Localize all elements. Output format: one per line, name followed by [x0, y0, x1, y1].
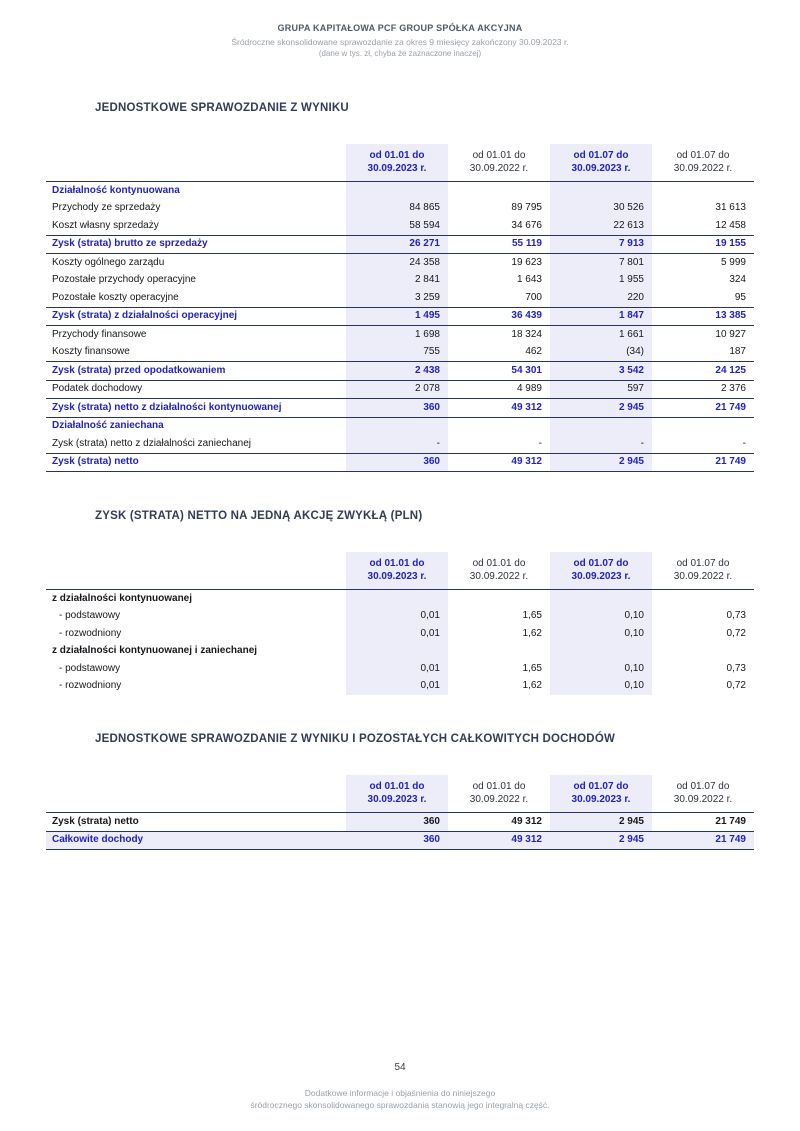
period-end-date-label: 30.09.2023 r. [571, 163, 631, 174]
footer-note-line2: śródrocznego skonsolidowanego sprawozdania stanowią jego integralną część. [250, 1100, 550, 1110]
period-column-header [448, 775, 550, 813]
row-label: Przychody finansowe [52, 328, 147, 340]
cell-value: 1,62 [522, 680, 542, 691]
income-statement-table-container [46, 144, 800, 472]
period-range-label: od 01.01 do [369, 558, 425, 569]
cell-value: 21 749 [652, 399, 754, 418]
row-label: Zysk (strata) przed opodatkowaniem [46, 362, 346, 381]
section-title-earnings-per-share: ZYSK (STRATA) NETTO NA JEDNĄ AKCJĘ ZWYKŁĄ (PLN) [95, 510, 423, 522]
period-column-header [346, 552, 448, 590]
cell-value [346, 182, 448, 200]
cell-value: 7 913 [550, 235, 652, 254]
cell-value: 21 749 [652, 813, 754, 832]
table-row [46, 254, 754, 272]
cell-value: 360 [346, 399, 448, 418]
cell-value [550, 643, 652, 661]
cell-value: 0,10 [550, 660, 652, 678]
table-row [46, 235, 754, 254]
cell-value [550, 182, 652, 200]
cell-value: 54 301 [448, 362, 550, 381]
cell-value: - [550, 435, 652, 453]
cell-value [550, 417, 652, 435]
cell-value: 19 623 [511, 256, 542, 268]
cell-value: 49 312 [448, 453, 550, 472]
cell-value: 462 [525, 346, 542, 357]
cell-value [652, 417, 754, 435]
cell-value: 360 [346, 453, 448, 472]
row-label: Zysk (strata) brutto ze sprzedaży [46, 235, 346, 254]
cell-value: 324 [729, 274, 746, 285]
cell-value: 597 [550, 380, 652, 399]
cell-value: 187 [729, 346, 746, 357]
cell-value: 7 801 [550, 254, 652, 272]
row-label: Koszty ogólnego zarządu [52, 256, 165, 268]
cell-value: 58 594 [346, 217, 448, 235]
row-label: Podatek dochodowy [52, 383, 143, 394]
table-row [46, 625, 754, 643]
table-row [46, 289, 754, 307]
period-end-date-label: 30.09.2022 r. [469, 571, 529, 582]
cell-value: 84 865 [346, 200, 448, 218]
table-row [46, 643, 754, 661]
row-label: Działalność kontynuowana [52, 184, 180, 196]
cell-value: 1 698 [346, 326, 448, 344]
page-footer [0, 1062, 800, 1111]
table-row [46, 813, 754, 832]
cell-value: 10 927 [715, 328, 746, 340]
period-end-date-label: 30.09.2022 r. [673, 571, 733, 582]
comprehensive-income-table-container [46, 775, 800, 850]
table-row [46, 307, 754, 326]
cell-value: 0,01 [346, 625, 448, 643]
cell-value: 49 312 [448, 813, 550, 832]
row-label: Koszty finansowe [52, 346, 130, 357]
cell-value: 0,01 [346, 660, 448, 678]
cell-value: 21 749 [652, 831, 754, 850]
table-row [46, 590, 754, 608]
table-row [46, 660, 754, 678]
cell-value [448, 643, 550, 661]
period-range-label: od 01.01 do [472, 781, 526, 792]
period-column-header [448, 552, 550, 590]
cell-value: (34) [550, 344, 652, 362]
row-label: Zysk (strata) netto [46, 453, 346, 472]
cell-value [346, 417, 448, 435]
period-end-date-label: 30.09.2022 r. [469, 794, 529, 805]
cell-value [346, 643, 448, 661]
table-row [46, 272, 754, 290]
period-range-label: od 01.01 do [369, 150, 425, 161]
row-label: Pozostałe przychody operacyjne [52, 274, 196, 285]
period-column-header [550, 552, 652, 590]
cell-value: 1,65 [522, 610, 542, 621]
cell-value: - [742, 437, 746, 449]
cell-value: 49 312 [448, 399, 550, 418]
period-end-date-label: 30.09.2022 r. [673, 163, 733, 174]
period-range-label: od 01.01 do [369, 781, 425, 792]
cell-value: 0,10 [550, 678, 652, 696]
cell-value: 2 945 [550, 813, 652, 832]
row-label: z działalności kontynuowanej i zaniechanej [52, 645, 258, 656]
cell-value: 1 955 [550, 272, 652, 290]
cell-value: 0,10 [550, 625, 652, 643]
period-end-date-label: 30.09.2022 r. [469, 163, 529, 174]
row-label: Całkowite dochody [46, 831, 346, 850]
cell-value [550, 590, 652, 608]
row-label: - rozwodniony [59, 627, 122, 639]
period-column-header [652, 775, 754, 813]
period-end-date-label: 30.09.2023 r. [367, 163, 427, 174]
cell-value: 89 795 [511, 202, 542, 213]
period-end-date-label: 30.09.2022 r. [673, 794, 733, 805]
row-label: Zysk (strata) z działalności operacyjnej [46, 307, 346, 326]
cell-value: 2 438 [346, 362, 448, 381]
cell-value: 4 989 [516, 383, 542, 394]
cell-value: 755 [346, 344, 448, 362]
cell-value: 2 078 [346, 380, 448, 399]
cell-value: 1 661 [550, 326, 652, 344]
period-column-header [448, 144, 550, 182]
row-label: Koszt własny sprzedaży [52, 219, 159, 231]
cell-value [652, 182, 754, 200]
row-label: - podstawowy [59, 662, 121, 674]
period-range-label: od 01.07 do [573, 150, 629, 161]
period-end-date-label: 30.09.2023 r. [571, 571, 631, 582]
table-row [46, 380, 754, 399]
cell-value: 0,72 [726, 627, 746, 639]
table-row [46, 182, 754, 200]
table-row [46, 608, 754, 626]
company-name: GRUPA KAPITAŁOWA PCF GROUP SPÓŁKA AKCYJNA [277, 23, 523, 33]
cell-value: 24 125 [652, 362, 754, 381]
period-column-header [550, 144, 652, 182]
cell-value: 1 495 [346, 307, 448, 326]
cell-value: 36 439 [448, 307, 550, 326]
period-range-label: od 01.07 do [676, 558, 730, 569]
empty-header-cell [46, 775, 346, 813]
period-range-label: od 01.07 do [573, 558, 629, 569]
cell-value: 30 526 [550, 200, 652, 218]
cell-value: 1,65 [522, 662, 542, 674]
cell-value: 0,10 [550, 608, 652, 626]
table-row [46, 453, 754, 472]
row-label: Przychody ze sprzedaży [52, 202, 161, 213]
row-label: Zysk (strata) netto z działalności zaniechanej [52, 437, 251, 449]
cell-value: 21 749 [652, 453, 754, 472]
cell-value: 2 841 [346, 272, 448, 290]
cell-value: 34 676 [511, 219, 542, 231]
period-end-date-label: 30.09.2023 r. [367, 794, 427, 805]
cell-value: - [538, 437, 542, 449]
period-end-date-label: 30.09.2023 r. [571, 794, 631, 805]
document-header [0, 0, 800, 58]
data-unit-note: (dane w tys. zł, chyba że zaznaczone inaczej) [318, 49, 482, 58]
footer-note-line1: Dodatkowe informacje i objaśnienia do niniejszego [304, 1088, 496, 1098]
row-label: Zysk (strata) netto [46, 813, 346, 832]
cell-value: 31 613 [715, 202, 746, 213]
cell-value: 0,72 [726, 680, 746, 691]
table-row [46, 200, 754, 218]
cell-value: 13 385 [652, 307, 754, 326]
period-range-label: od 01.07 do [573, 781, 629, 792]
period-range-label: od 01.01 do [472, 558, 526, 569]
cell-value: 360 [346, 831, 448, 850]
report-subtitle: Śródroczne skonsolidowane sprawozdanie za okres 9 miesięcy zakończony 30.09.2023 r. [231, 37, 569, 47]
cell-value: 19 155 [652, 235, 754, 254]
period-end-date-label: 30.09.2023 r. [367, 571, 427, 582]
row-label: z działalności kontynuowanej [52, 592, 193, 604]
row-label: Zysk (strata) netto z działalności kontynuowanej [46, 399, 346, 418]
cell-value: 2 945 [550, 399, 652, 418]
period-column-header [346, 144, 448, 182]
period-range-label: od 01.07 do [676, 781, 730, 792]
cell-value [448, 417, 550, 435]
cell-value: 3 259 [346, 289, 448, 307]
cell-value: 12 458 [715, 219, 746, 231]
cell-value: 220 [550, 289, 652, 307]
table-row [46, 344, 754, 362]
financial-table [46, 144, 754, 472]
financial-table [46, 775, 754, 850]
cell-value: 26 271 [346, 235, 448, 254]
cell-value [652, 590, 754, 608]
cell-value: 0,73 [726, 610, 746, 621]
table-header-row [46, 775, 754, 813]
cell-value: 1 847 [550, 307, 652, 326]
table-header-row [46, 144, 754, 182]
cell-value: 2 376 [720, 383, 746, 394]
empty-header-cell [46, 144, 346, 182]
table-header-row [46, 552, 754, 590]
cell-value: 95 [734, 291, 746, 303]
period-column-header [652, 552, 754, 590]
table-row [46, 831, 754, 850]
cell-value: 0,01 [346, 608, 448, 626]
row-label: - podstawowy [59, 610, 121, 621]
cell-value: 360 [346, 813, 448, 832]
cell-value: 0,01 [346, 678, 448, 696]
empty-header-cell [46, 552, 346, 590]
cell-value: 3 542 [550, 362, 652, 381]
table-row [46, 217, 754, 235]
period-column-header [652, 144, 754, 182]
cell-value: 55 119 [448, 235, 550, 254]
cell-value: 0,73 [726, 662, 746, 674]
section-title-comprehensive-income: JEDNOSTKOWE SPRAWOZDANIE Z WYNIKU I POZOSTAŁYCH CAŁKOWITYCH DOCHODÓW [95, 733, 616, 745]
earnings-per-share-table-container [46, 552, 800, 695]
period-column-header [550, 775, 652, 813]
period-range-label: od 01.01 do [472, 150, 526, 161]
period-range-label: od 01.07 do [676, 150, 730, 161]
cell-value [448, 590, 550, 608]
cell-value [652, 643, 754, 661]
cell-value: 5 999 [720, 256, 746, 268]
cell-value: 24 358 [346, 254, 448, 272]
table-row [46, 435, 754, 453]
cell-value: 1,62 [522, 627, 542, 639]
cell-value [448, 182, 550, 200]
table-row [46, 417, 754, 435]
table-row [46, 326, 754, 344]
table-row [46, 362, 754, 381]
period-column-header [346, 775, 448, 813]
table-row [46, 399, 754, 418]
cell-value: 700 [525, 291, 542, 303]
cell-value: 2 945 [550, 831, 652, 850]
cell-value [346, 590, 448, 608]
cell-value: 49 312 [448, 831, 550, 850]
financial-table [46, 552, 754, 695]
cell-value: - [346, 435, 448, 453]
row-label: Pozostałe koszty operacyjne [52, 291, 179, 303]
row-label: Działalność zaniechana [52, 420, 164, 431]
cell-value: 18 324 [511, 328, 542, 340]
cell-value: 22 613 [550, 217, 652, 235]
page-number: 54 [394, 1062, 406, 1073]
cell-value: 1 643 [516, 274, 542, 285]
cell-value: 2 945 [550, 453, 652, 472]
table-row [46, 678, 754, 696]
row-label: - rozwodniony [59, 680, 122, 691]
section-title-income-statement: JEDNOSTKOWE SPRAWOZDANIE Z WYNIKU [95, 102, 349, 114]
